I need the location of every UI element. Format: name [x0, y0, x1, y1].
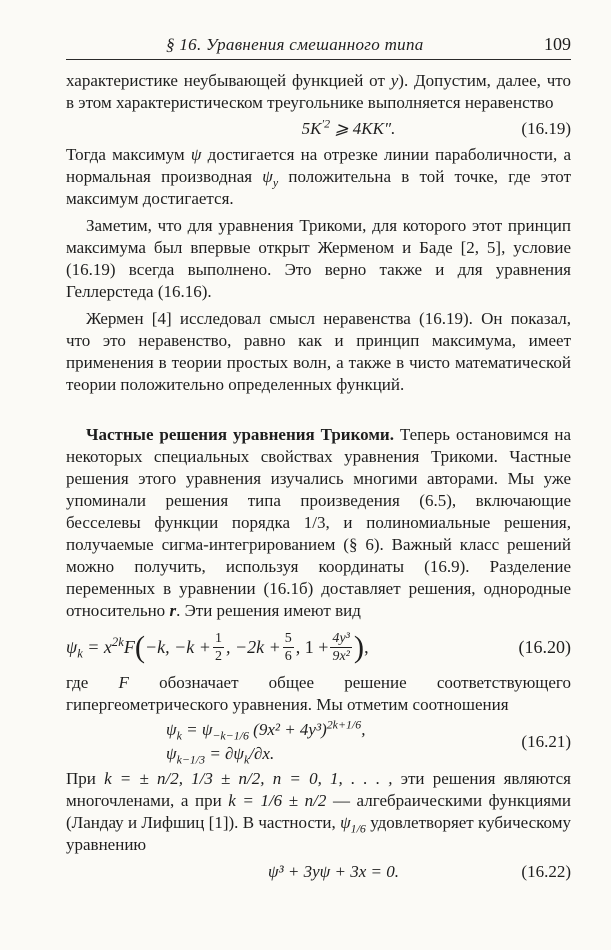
math-var: y [390, 71, 399, 90]
eq-part: , [364, 637, 369, 657]
paragraph-4: Жермен [4] исследовал смысл неравенства (16.19). Он показал, что это неравенство, равно как и принцип максимума, имеет применения в теории простых волн, а также в чисто математической теории положительно определенных функций. [66, 309, 571, 394]
text: Теперь остановимся на некоторых специальных свойствах уравнения Трикоми. Частные решения этого уравнения изучались многими авторами. Мы уже упоминали решения типа произведения (6.5), включающие бесселевы функции порядка 1/3, и полиномиальные решения, получаемые сигма-интегрированием (§ 6). Важный класс решений можно получить, используя координаты (16.9). Разделение переменных в уравнении (16.1б) доставляет решения, однородные относительно [66, 425, 571, 620]
equation-lines [166, 718, 365, 766]
text: положительна в той точке, где этот максимум достигается. [66, 167, 571, 208]
eq-part: ⩾ 4KK″. [330, 119, 396, 138]
text: Тогда максимум [66, 145, 191, 164]
eq-sub: −k−1/6 [212, 728, 249, 743]
equation-number: (16.20) [518, 637, 571, 657]
text: характеристике неубывающей функцией от [66, 71, 391, 90]
text: где [66, 673, 119, 692]
math-var: ψ [190, 145, 202, 164]
inline-math: k = 1/6 ± n/2 [228, 791, 327, 810]
numerator: 4y³ [332, 630, 350, 647]
text: При [66, 769, 105, 788]
numerator: 5 [284, 630, 292, 647]
inline-math: k = ± n/2, 1/3 ± n/2, n = 0, 1, . . . , [104, 769, 393, 788]
subsection-heading: Частные решения уравнения Трикоми. [86, 425, 394, 444]
math-var: ψ [262, 167, 273, 186]
page-body [66, 70, 571, 888]
text: — алгебраическими функциями (Ландау и Лифшиц [1]). В частности, [66, 791, 571, 832]
paragraph-3: Заметим, что для уравнения Трикоми, для которого этот принцип максимума был впервые открыт Жерменом и Баде [2, 5], условие (16.19) всегда выполнено. Это верно также и для уравнения Геллерстеда (16.16). [66, 216, 571, 301]
eq-part: F [123, 637, 135, 657]
eq-sup: 2k+1/6 [326, 717, 362, 732]
math-var: r [169, 601, 177, 620]
eq-sub: k [244, 752, 250, 767]
eq-part: = ψ [181, 720, 213, 739]
math-sub: y [272, 175, 279, 190]
eq-part: /∂x. [249, 744, 275, 763]
paragraph-7 [66, 768, 571, 856]
text: обозначает общее решение соответствующего гипергеометрического уравнения. Мы отметим соотношения [66, 673, 571, 714]
eq-part: −k, −k + [145, 637, 211, 657]
paragraph-2 [66, 144, 571, 210]
equation-number: (16.22) [521, 862, 571, 881]
eq-sup: ′2 [321, 116, 331, 131]
text: . Эти решения имеют вид [176, 601, 361, 620]
running-header [66, 33, 571, 60]
fraction [330, 630, 351, 663]
eq-part: (9x² + 4y³) [248, 720, 327, 739]
eq-paren: ) [353, 630, 365, 664]
fraction [213, 630, 224, 663]
text: удовлетворяет кубическому уравнению [66, 813, 571, 854]
math-var: ψ [340, 813, 351, 832]
eq-part: ψ [166, 744, 177, 763]
denominator: 9x² [332, 647, 350, 664]
eq-sub: k [176, 728, 182, 743]
equation-16-21 [66, 716, 571, 768]
text: эти решения являются многочленами, а при [66, 769, 571, 810]
equation-line-2 [166, 742, 365, 766]
paragraph-1 [66, 70, 571, 114]
eq-sub: k [77, 646, 83, 661]
equation-16-19 [126, 114, 571, 144]
eq-part: , −2k + [225, 637, 281, 657]
paragraph-6 [66, 672, 571, 716]
equation-16-22 [96, 856, 571, 888]
text: ). Допустим, далее, что в этом характеристическом треугольнике выполняется неравенство [66, 71, 571, 112]
eq-paren: ( [134, 630, 146, 664]
eq-part: ψ³ + 3yψ + 3x = 0. [268, 862, 399, 881]
text: достигается на отрезке линии параболичности, а нормальная производная [66, 145, 572, 186]
eq-sub: k−1/3 [176, 752, 206, 767]
eq-part: ψ [66, 637, 78, 657]
math-sub: 1/6 [350, 821, 366, 836]
equation-number: (16.19) [521, 119, 571, 138]
equation-16-20 [66, 622, 571, 672]
eq-part: = x [82, 637, 112, 657]
fraction [283, 630, 294, 663]
denominator: 2 [214, 647, 222, 664]
equation-number: (16.21) [521, 732, 571, 751]
eq-sup: 2k [111, 635, 124, 649]
paragraph-5 [66, 424, 571, 622]
denominator: 6 [284, 647, 292, 664]
eq-part: ψ [166, 720, 177, 739]
numerator: 1 [214, 630, 222, 647]
eq-part: = ∂ψ [205, 744, 244, 763]
equation-line-1 [166, 718, 365, 742]
page-number: 109 [544, 34, 571, 54]
eq-part: , 1 + [295, 637, 329, 657]
section-title: § 16. Уравнения смешанного типа [166, 35, 424, 54]
eq-part: 5K [301, 119, 322, 138]
eq-part: , [361, 720, 366, 739]
math-var: F [118, 673, 129, 692]
